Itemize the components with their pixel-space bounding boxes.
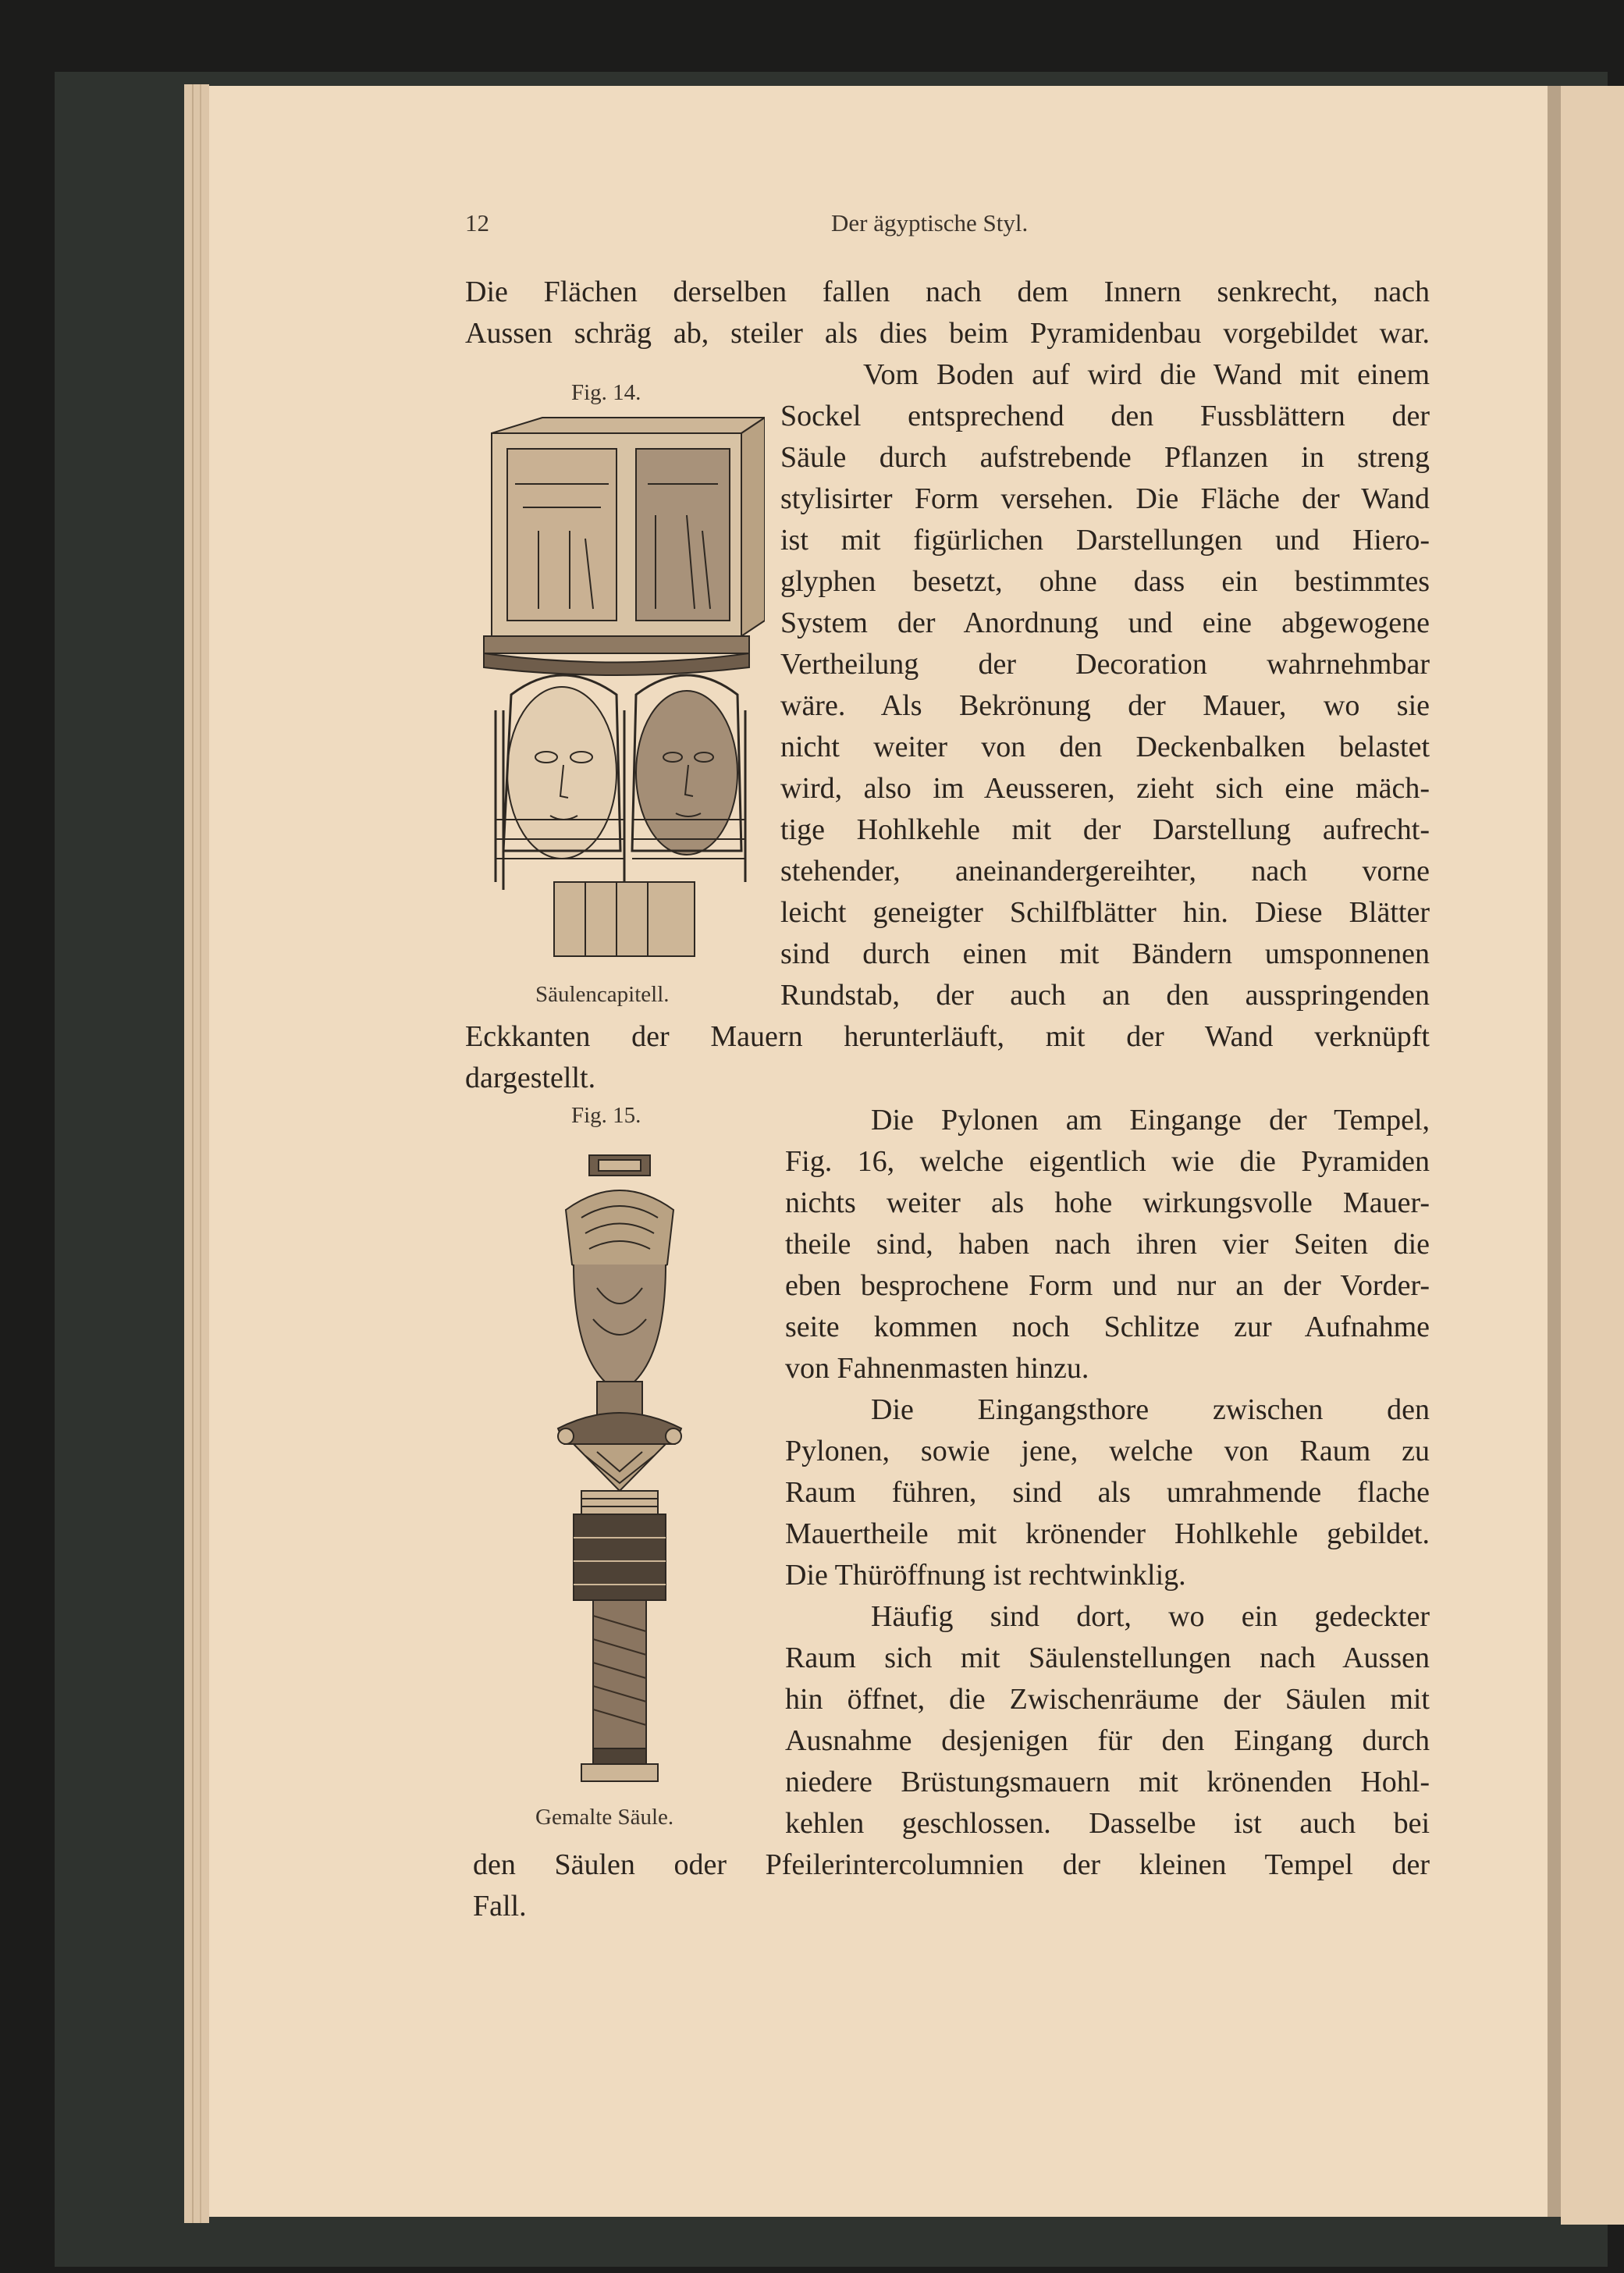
- text-line: Die Eingangsthore zwischen den: [871, 1393, 1430, 1426]
- text-line: Pylonen, sowie jene, welche von Raum zu: [785, 1435, 1430, 1467]
- text-line: wird, also im Aeusseren, zieht sich eine mäch-: [780, 772, 1430, 805]
- painted-column-figure: [550, 1147, 722, 1787]
- text-line: nicht weiter von den Deckenbalken belastet: [780, 731, 1430, 763]
- text-line: Fall.: [473, 1890, 527, 1923]
- figure-caption: Säulencapitell.: [535, 982, 670, 1007]
- text-line: sind durch einen mit Bändern umsponnenen: [780, 937, 1430, 970]
- page-stack-edge: [184, 84, 209, 2223]
- text-line: niedere Brüstungsmauern mit krönenden Hohl-: [785, 1766, 1430, 1798]
- text-line: Mauertheile mit krönender Hohlkehle gebildet.: [785, 1517, 1430, 1550]
- text-line: wäre. Als Bekrönung der Mauer, wo sie: [780, 689, 1430, 722]
- text-line: Rundstab, der auch an den ausspringenden: [780, 979, 1430, 1012]
- text-line: Sockel entsprechend den Fussblättern der: [780, 400, 1430, 432]
- text-line: stylisirter Form versehen. Die Fläche der Wand: [780, 482, 1430, 515]
- page-stack-edge: [192, 84, 194, 2223]
- figure-caption: Gemalte Säule.: [535, 1805, 674, 1830]
- text-line: eben besprochene Form und nur an der Vorder-: [785, 1269, 1430, 1302]
- text-line: theile sind, haben nach ihren vier Seiten die: [785, 1228, 1430, 1261]
- text-line: Raum führen, sind als umrahmende flache: [785, 1476, 1430, 1509]
- text-line: Fig. 16, welche eigentlich wie die Pyramiden: [785, 1145, 1430, 1178]
- text-line: dargestellt.: [465, 1062, 596, 1094]
- text-line: von Fahnenmasten hinzu.: [785, 1352, 1089, 1385]
- figure-label: Fig. 15.: [571, 1103, 641, 1128]
- text-line: Häufig sind dort, wo ein gedeckter: [871, 1600, 1430, 1633]
- text-line: glyphen besetzt, ohne dass ein bestimmtes: [780, 565, 1430, 598]
- text-line: Aussen schräg ab, steiler als dies beim Pyramidenbau vorgebildet war.: [465, 317, 1430, 350]
- running-title: Der ägyptische Styl.: [831, 209, 1029, 237]
- facing-page-edge: [1561, 86, 1624, 2225]
- text-line: den Säulen oder Pfeilerintercolumnien der kleinen Tempel der: [473, 1848, 1430, 1881]
- hathor-capital-engraving: [484, 418, 765, 956]
- text-line: Die Thüröffnung ist rechtwinklig.: [785, 1559, 1186, 1592]
- painted-column-drawing: [558, 1155, 681, 1781]
- text-line: Vertheilung der Decoration wahrnehmbar: [780, 648, 1430, 681]
- text-line: ist mit figürlichen Darstellungen und Hiero-: [780, 524, 1430, 557]
- text-line: Eckkanten der Mauern herunterläuft, mit der Wand verknüpft: [465, 1020, 1430, 1053]
- text-line: stehender, aneinandergereihter, nach vorne: [780, 855, 1430, 888]
- text-line: Säule durch aufstrebende Pflanzen in streng: [780, 441, 1430, 474]
- figure-label: Fig. 14.: [571, 380, 641, 405]
- text-line: nichts weiter als hohe wirkungsvolle Mauer-: [785, 1186, 1430, 1219]
- text-line: System der Anordnung und eine abgewogene: [780, 606, 1430, 639]
- text-line: Ausnahme desjenigen für den Eingang durch: [785, 1724, 1430, 1757]
- text-line: Die Pylonen am Eingange der Tempel,: [871, 1104, 1430, 1136]
- text-line: Vom Boden auf wird die Wand mit einem: [863, 358, 1430, 391]
- text-line: leicht geneigter Schilfblätter hin. Diese Blätter: [780, 896, 1430, 929]
- text-line: tige Hohlkehle mit der Darstellung aufrecht-: [780, 813, 1430, 846]
- text-line: seite kommen noch Schlitze zur Aufnahme: [785, 1311, 1430, 1343]
- text-line: Die Flächen derselben fallen nach dem Innern senkrecht, nach: [465, 276, 1430, 308]
- column-capital-figure: [468, 414, 765, 960]
- text-line: hin öffnet, die Zwischenräume der Säulen mit: [785, 1683, 1430, 1716]
- text-line: kehlen geschlossen. Dasselbe ist auch bei: [785, 1807, 1430, 1840]
- text-line: Raum sich mit Säulenstellungen nach Aussen: [785, 1642, 1430, 1674]
- page-stack-edge: [200, 84, 201, 2223]
- page-number: 12: [465, 209, 489, 237]
